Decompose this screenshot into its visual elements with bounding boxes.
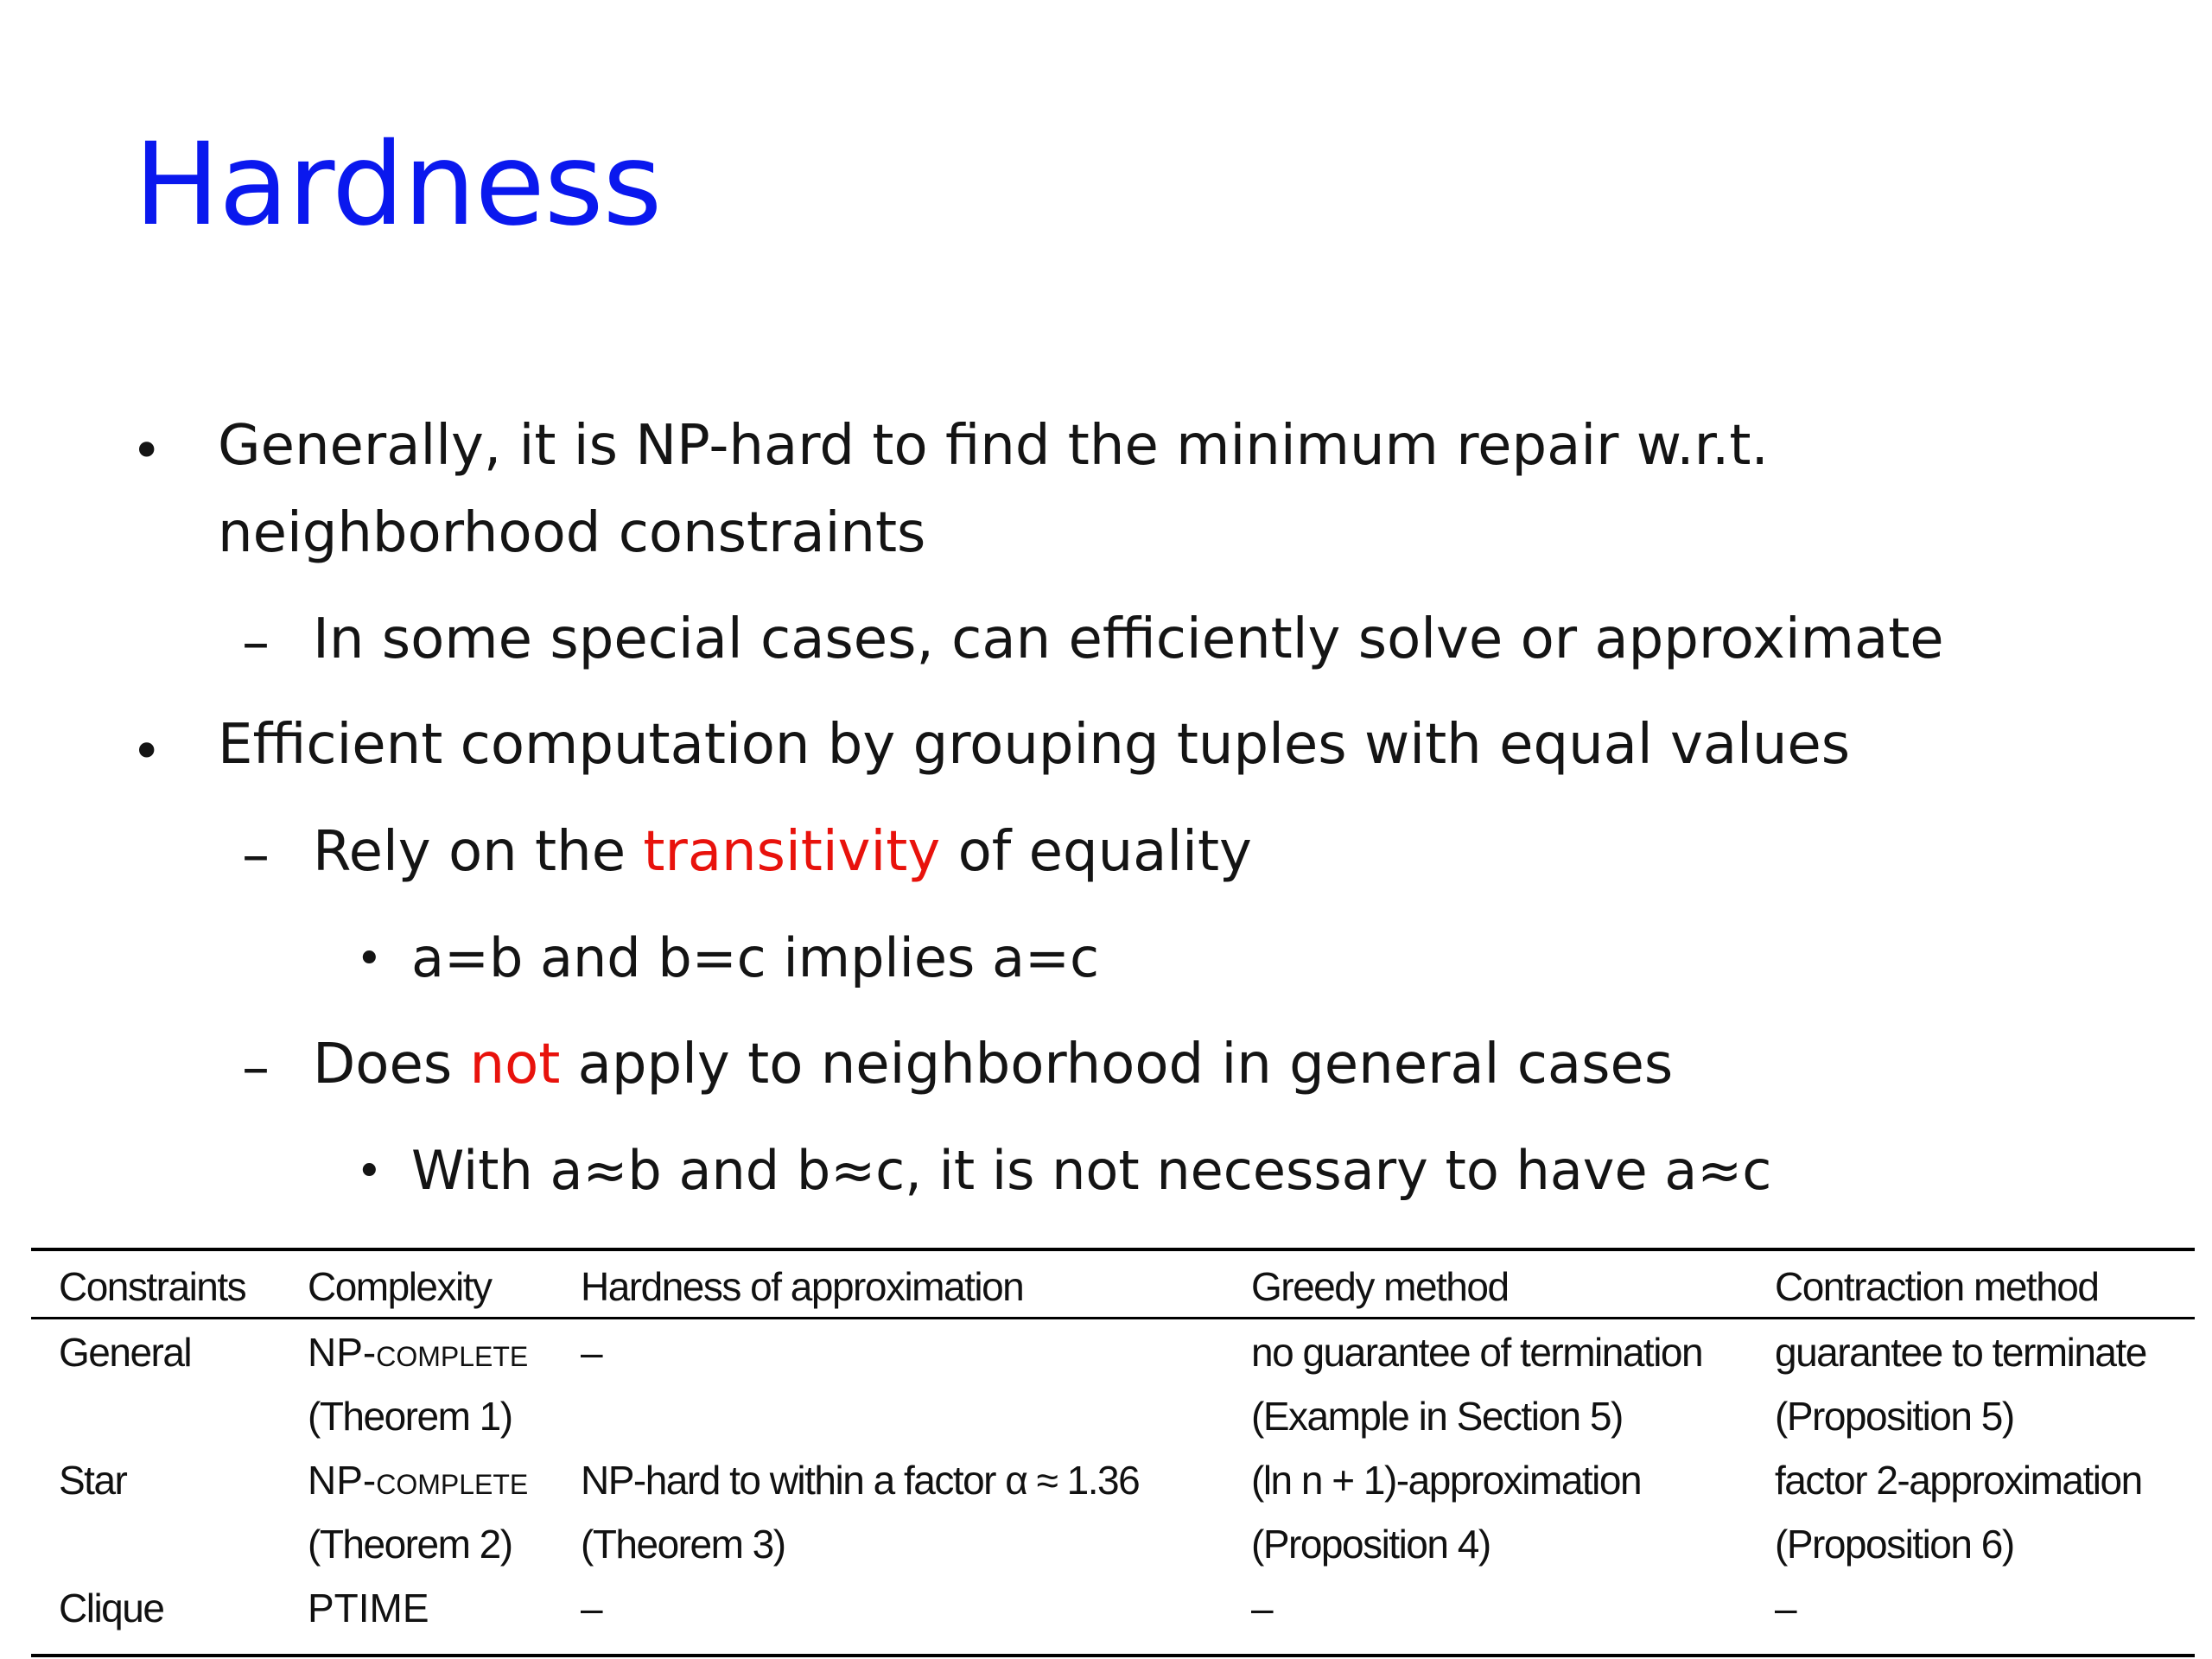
bullet-marker: • xyxy=(356,933,383,985)
table-cell-contraction-ref: (Proposition 6) xyxy=(1775,1522,2014,1567)
table-cell-contraction: guarantee to terminate xyxy=(1775,1330,2146,1375)
highlighted-word: transitivity xyxy=(643,820,941,884)
table-cell-complexity-ref: (Theorem 2) xyxy=(308,1522,512,1567)
dash-marker: – xyxy=(242,823,270,887)
table-cell-hardness: – xyxy=(581,1586,602,1630)
table-header-contraction: Contraction method xyxy=(1775,1264,2099,1309)
table-header-complexity: Complexity xyxy=(308,1264,492,1309)
bullet-marker: • xyxy=(356,1146,383,1198)
bullet-text: Generally, it is NP-hard to find the minimum repair w.r.t. xyxy=(218,414,1769,478)
table-cell-complexity-ref: (Theorem 1) xyxy=(308,1394,512,1439)
table-cell-greedy: – xyxy=(1251,1586,1273,1630)
table-header-greedy: Greedy method xyxy=(1251,1264,1509,1309)
table-cell-hardness: NP-hard to within a factor α ≈ 1.36 xyxy=(581,1458,1140,1503)
complexity-table xyxy=(31,1248,2195,1659)
text-run: Does xyxy=(313,1033,470,1096)
table-cell-contraction: factor 2-approximation xyxy=(1775,1458,2142,1503)
table-cell-complexity: PTIME xyxy=(308,1586,429,1630)
table-cell-constraints: General xyxy=(59,1330,192,1375)
table-cell-contraction-ref: (Proposition 5) xyxy=(1775,1394,2014,1439)
dash-marker: – xyxy=(242,1036,270,1100)
dash-marker: – xyxy=(242,611,270,675)
table-cell-constraints: Clique xyxy=(59,1586,164,1630)
table-header-hardness: Hardness of approximation xyxy=(581,1264,1024,1309)
table-cell-greedy-ref: (Proposition 4) xyxy=(1251,1522,1491,1567)
bullet-text: In some special cases, can efficiently solve or approximate xyxy=(313,607,1944,671)
bullet-marker: • xyxy=(131,721,162,782)
table-cell-greedy-ref: (Example in Section 5) xyxy=(1251,1394,1623,1439)
highlighted-word: not xyxy=(469,1033,561,1096)
table-cell-greedy: no guarantee of termination xyxy=(1251,1330,1703,1375)
table-header-constraints: Constraints xyxy=(59,1264,246,1309)
text-run: Rely on the xyxy=(313,820,644,884)
table-header-rule xyxy=(31,1317,2195,1319)
table-cell-constraints: Star xyxy=(59,1458,127,1503)
bullet-text: With a≈b and b≈c, it is not necessary to have a≈c xyxy=(411,1139,1772,1202)
bullet-text: Efficient computation by grouping tuples with equal values xyxy=(218,713,1851,777)
table-cell-hardness-ref: (Theorem 3) xyxy=(581,1522,785,1567)
bullet-text: a=b and b=c implies a=c xyxy=(411,926,1100,989)
table-cell-greedy: (ln n + 1)-approximation xyxy=(1251,1458,1642,1503)
bullet-text-continuation: neighborhood constraints xyxy=(218,501,926,565)
table-top-rule xyxy=(31,1248,2195,1251)
text-run: of equality xyxy=(940,820,1252,884)
bullet-marker: • xyxy=(131,421,162,481)
table-cell-complexity: NP-complete xyxy=(308,1458,529,1503)
text-run: apply to neighborhood in general cases xyxy=(560,1033,1674,1096)
table-cell-hardness: – xyxy=(581,1330,602,1375)
bullet-text xyxy=(313,1033,1674,1096)
table-cell-contraction: – xyxy=(1775,1586,1796,1630)
bullet-text xyxy=(313,820,1252,884)
table-bottom-rule xyxy=(31,1654,2195,1657)
slide-title: Hardness xyxy=(134,118,662,251)
table-cell-complexity: NP-complete xyxy=(308,1330,529,1375)
